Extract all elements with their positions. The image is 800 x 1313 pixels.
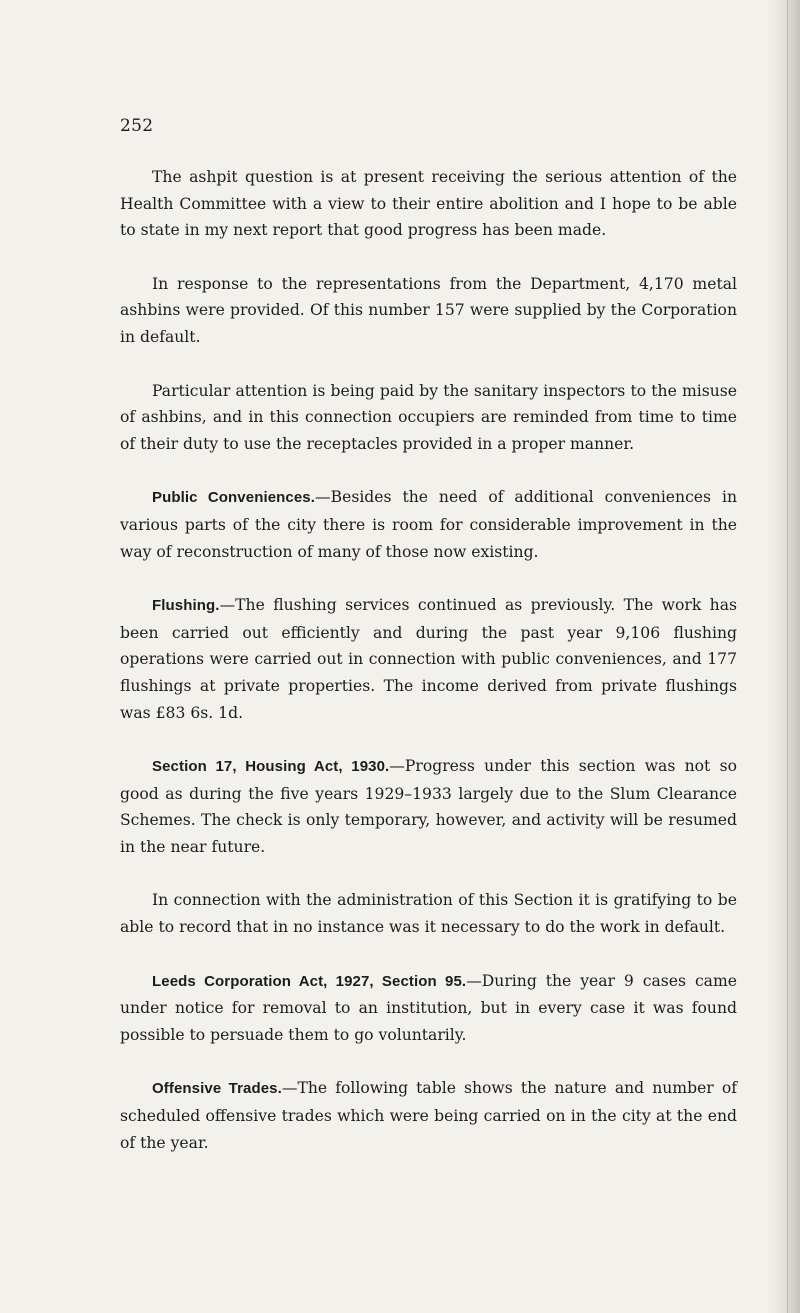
section-heading: Flushing.	[152, 597, 220, 615]
section-heading: Section 17, Housing Act, 1930.	[152, 758, 390, 776]
section-heading: Public Conveniences.	[152, 489, 316, 507]
paragraph-text: —The following table shows the nature and number of scheduled offensive trades which were being carried on in the city at the end of the year.	[120, 1079, 737, 1152]
paragraph-ashbins	[120, 271, 737, 351]
paragraph-text: In connection with the administration of this Section it is gratifying to be able to record that in no instance was it necessary to do the work in default.	[120, 891, 737, 937]
page-edge-shadow	[766, 0, 800, 1313]
paragraph-text: —During the year 9 cases came under notice for removal to an institution, but in every case it was found possible to persuade them to go voluntarily.	[120, 971, 737, 1044]
paragraph-text: The ashpit question is at present receiving the serious attention of the Health Committee with a view to their entire abolition and I hope to be able to state in my next report that good progress has been made.	[120, 168, 737, 240]
paragraph-offensive-trades	[120, 1075, 737, 1156]
paragraph-text: Particular attention is being paid by the sanitary inspectors to the misuse of ashbins, and in this connection occupiers are reminded from time to time of their duty to use the receptacles provided in a proper manner.	[120, 381, 737, 453]
paragraph-misuse-ashbins	[120, 378, 737, 458]
paragraph-administration	[120, 887, 737, 940]
paragraph-text: —Progress under this section was not so good as during the five years 1929–1933 largely due to the Slum Clearance Schemes. The check is only temporary, however, and activity will be resumed in the near future.	[120, 757, 737, 856]
paragraph-text: —Besides the need of additional conveniences in various parts of the city there is room for considerable improvement in the way of reconstruction of many of those now existing.	[120, 488, 738, 561]
paragraph-leeds-corporation-act	[120, 968, 737, 1049]
page-number: 252	[120, 116, 154, 136]
page-edge-line	[787, 0, 788, 1313]
paragraph-public-conveniences	[120, 484, 737, 565]
section-heading: Offensive Trades.	[152, 1080, 282, 1098]
paragraph-text: —The flushing services continued as previously. The work has been carried out efficiently and during the past year 9,106 flushing operations were carried out in connection with public conveniences, and 177 flushings at private properties. The income derived from private flushings was £83 6s. 1d.	[120, 596, 737, 722]
document-body	[120, 164, 737, 1183]
paragraph-housing-act	[120, 753, 737, 860]
paragraph-flushing	[120, 592, 737, 726]
paragraph-ashpit	[120, 164, 737, 244]
paragraph-text: In response to the representations from the Department, 4,170 metal ashbins were provided. Of this number 157 were supplied by the Corporation in default.	[120, 274, 737, 346]
section-heading: Leeds Corporation Act, 1927, Section 95.	[152, 972, 467, 990]
